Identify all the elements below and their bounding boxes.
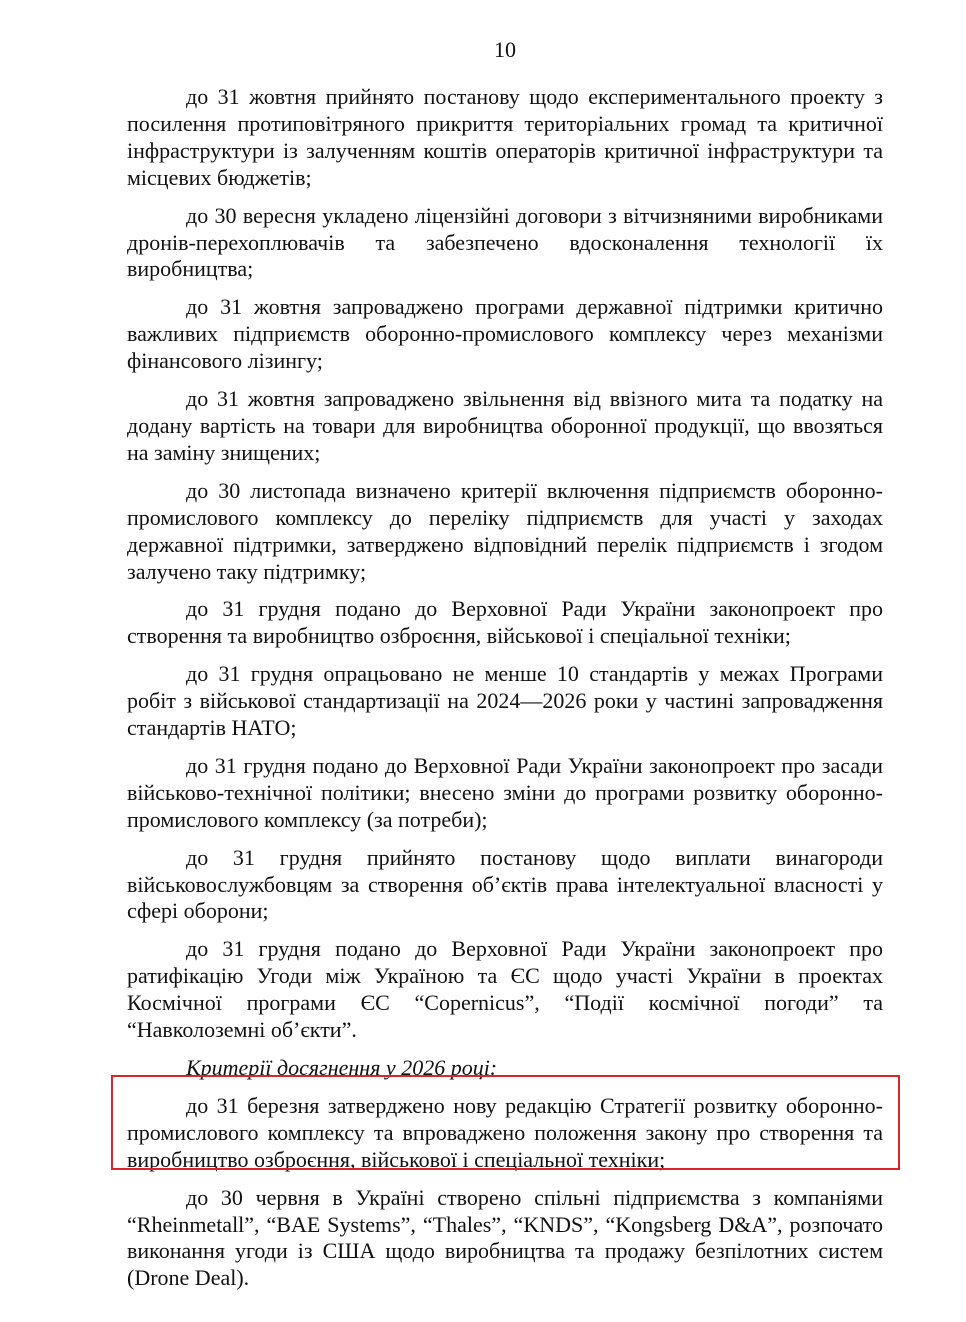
paragraph-financial-leasing: до 31 жовтня запроваджено програми державної підтримки критично важливих підприємств оборонно-промислового комплексу через механізми фінансового лізингу;	[127, 294, 883, 374]
document-body	[127, 84, 883, 1303]
paragraph-interceptor-drones: до 30 вересня укладено ліцензійні договори з вітчизняними виробниками дронів-перехоплювачів та забезпечено вдосконалення технології їх виробництва;	[127, 202, 883, 282]
paragraph-import-duty: до 31 жовтня запроваджено звільнення від ввізного мита та податку на додану вартість на товари для виробництва оборонної продукції, що ввозяться на заміну знищених;	[127, 386, 883, 465]
paragraph-joint-ventures: до 30 червня в Україні створено спільні підприємства з компаніями “Rheinmetall”, “BAE Systems”, “Thales”, “KNDS”, “Kongsberg D&A”, розпочато виконання угоди із США щодо виробництва та продажу безпілотних систем (Drone Deal).	[127, 1184, 883, 1291]
paragraph-nato-standards: до 31 грудня опрацьовано не менше 10 стандартів у межах Програми робіт з військової стандартизації на 2024—2026 роки у частині запровадження стандартів НАТО;	[127, 661, 883, 741]
page-number: 10	[494, 37, 516, 62]
paragraph-weapons-bill: до 31 грудня подано до Верховної Ради України законопроект про створення та виробництво озброєння, військової і спеціальної техніки;	[127, 596, 883, 649]
criteria-heading: Критерії досягнення у 2026 році:	[186, 1055, 498, 1080]
paragraph-space-program: до 31 грудня подано до Верховної Ради України законопроект про ратифікацію Угоди між Україною та ЄС щодо участі України в проектах Космічної програми ЄС “Copernicus”, “Події космічної погоди” та “Навколоземні об’єкти”.	[127, 936, 883, 1043]
paragraph-ip-rewards: до 31 грудня прийнято постанову щодо виплати винагороди військовослужбовцям за створення об’єктів права інтелектуальної власності у сфері оборони;	[127, 844, 883, 924]
highlighted-paragraph: до 31 березня затверджено нову редакцію Стратегії розвитку оборонно-промислового комплексу та впроваджено положення закону про створення та виробництво озброєння, військової і спеціальної техніки;	[127, 1092, 883, 1172]
paragraph-air-defense: до 31 жовтня прийнято постанову щодо експериментального проекту з посилення протиповітряного прикриття територіальних громад та критичної інфраструктури із залученням коштів операторів критичної інфраструктури та місцевих бюджетів;	[127, 84, 883, 190]
paragraph-enterprise-criteria: до 30 листопада визначено критерії включення підприємств оборонно-промислового комплексу до переліку підприємств для участі у заходах державної підтримки, затверджено відповідний перелік підприємств і згодом залучено таку підтримку;	[127, 477, 883, 584]
paragraph-military-tech-policy: до 31 грудня подано до Верховної Ради України законопроект про засади військово-технічної політики; внесено зміни до програми розвитку оборонно-промислового комплексу (за потреби);	[127, 752, 883, 832]
